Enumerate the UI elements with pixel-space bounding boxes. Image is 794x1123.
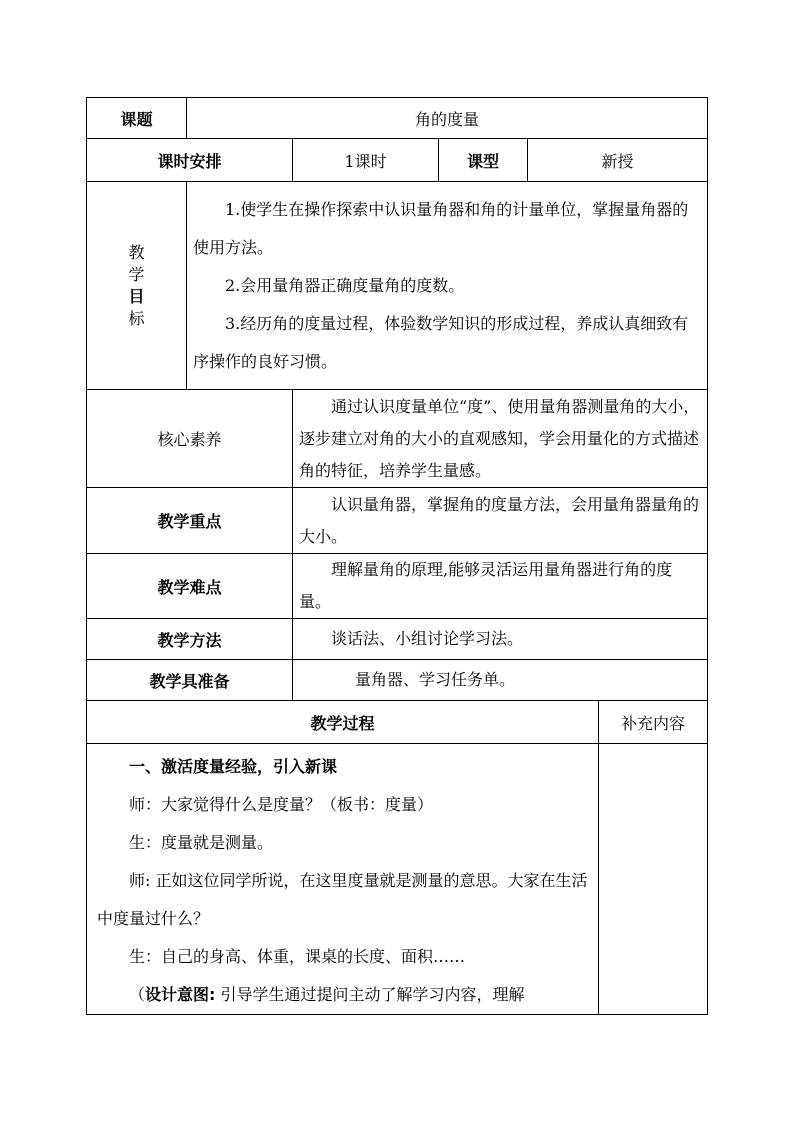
supplement-content — [599, 744, 708, 1015]
schedule-row — [87, 139, 708, 182]
design-intent-label: 设计意图: — [145, 985, 216, 1004]
key-points-content — [293, 488, 708, 554]
schedule-label: 课时安排 — [87, 139, 293, 182]
methods-row — [87, 619, 708, 660]
process-header: 教学过程 — [87, 701, 599, 744]
objectives-row — [87, 182, 708, 390]
methods-text: 谈话法、小组讨论学习法。 — [331, 629, 524, 648]
objectives-label-cell — [87, 182, 187, 390]
difficulties-row — [87, 554, 708, 619]
materials-row — [87, 660, 708, 701]
design-intent-text: 引导学生通过提问主动了解学习内容，理解 — [215, 985, 525, 1004]
dialogue-line: 师: 正如这位同学所说，在这里度量就是测量的意思。大家在生活中度量过什么？ — [97, 871, 588, 928]
process-body-row — [87, 744, 708, 1015]
objective-item: 3.经历角的度量过程，体验数学知识的形成过程，养成认真细致有序操作的良好习惯。 — [193, 313, 689, 371]
design-intent-line — [87, 976, 598, 1014]
process-content — [87, 744, 599, 1015]
difficulties-label: 教学难点 — [87, 554, 293, 619]
topic-value: 角的度量 — [187, 98, 708, 139]
difficulties-content — [293, 554, 708, 619]
topic-row — [87, 98, 708, 139]
lesson-type-value: 新授 — [528, 139, 708, 182]
key-points-label: 教学重点 — [87, 488, 293, 554]
lesson-plan-document — [86, 97, 707, 1015]
objectives-label-char: 目 — [128, 286, 145, 306]
methods-label: 教学方法 — [87, 619, 293, 660]
materials-content — [293, 660, 708, 701]
difficulties-text: 理解量角的原理,能够灵活运用量角器进行角的度量。 — [299, 560, 673, 611]
lesson-type-label: 课型 — [439, 139, 528, 182]
lesson-plan-table — [86, 97, 708, 1015]
methods-content — [293, 619, 708, 660]
key-points-row — [87, 488, 708, 554]
objective-item: 1.使学生在操作探索中认识量角器和角的计量单位，掌握量角器的使用方法。 — [193, 199, 689, 257]
materials-text: 量角器、学习任务单。 — [355, 670, 516, 689]
supplement-header: 补充内容 — [599, 701, 708, 744]
objectives-content — [187, 182, 708, 390]
design-intent-prefix: （ — [129, 985, 146, 1004]
topic-label: 课题 — [87, 98, 187, 139]
core-text: 通过认识度量单位“度”、使用量角器测量角的大小，逐步建立对角的大小的直观感知，学会用量化的方式描述角的特征，培养学生量感。 — [299, 396, 700, 480]
objectives-label — [87, 242, 186, 330]
dialogue-line: 师：大家觉得什么是度量？（板书：度量） — [129, 795, 434, 814]
dialogue-line: 生：度量就是测量。 — [129, 833, 274, 852]
core-label: 核心素养 — [87, 390, 293, 488]
objective-item: 2.会用量角器正确度量角的度数。 — [225, 275, 465, 295]
dialogue-line: 生：自己的身高、体重，课桌的长度、面积…… — [129, 947, 466, 966]
materials-label: 教学具准备 — [87, 660, 293, 701]
objectives-label-char: 标 — [128, 308, 145, 328]
schedule-hours: 1课时 — [293, 139, 439, 182]
key-points-text: 认识量角器，掌握角的度量方法，会用量角器量角的大小。 — [299, 494, 700, 546]
objectives-label-char: 教 — [128, 242, 145, 262]
core-row — [87, 390, 708, 488]
section-title: 一、激活度量经验，引入新课 — [129, 757, 338, 776]
objectives-label-char: 学 — [128, 264, 145, 284]
core-content — [293, 390, 708, 488]
process-header-row — [87, 701, 708, 744]
